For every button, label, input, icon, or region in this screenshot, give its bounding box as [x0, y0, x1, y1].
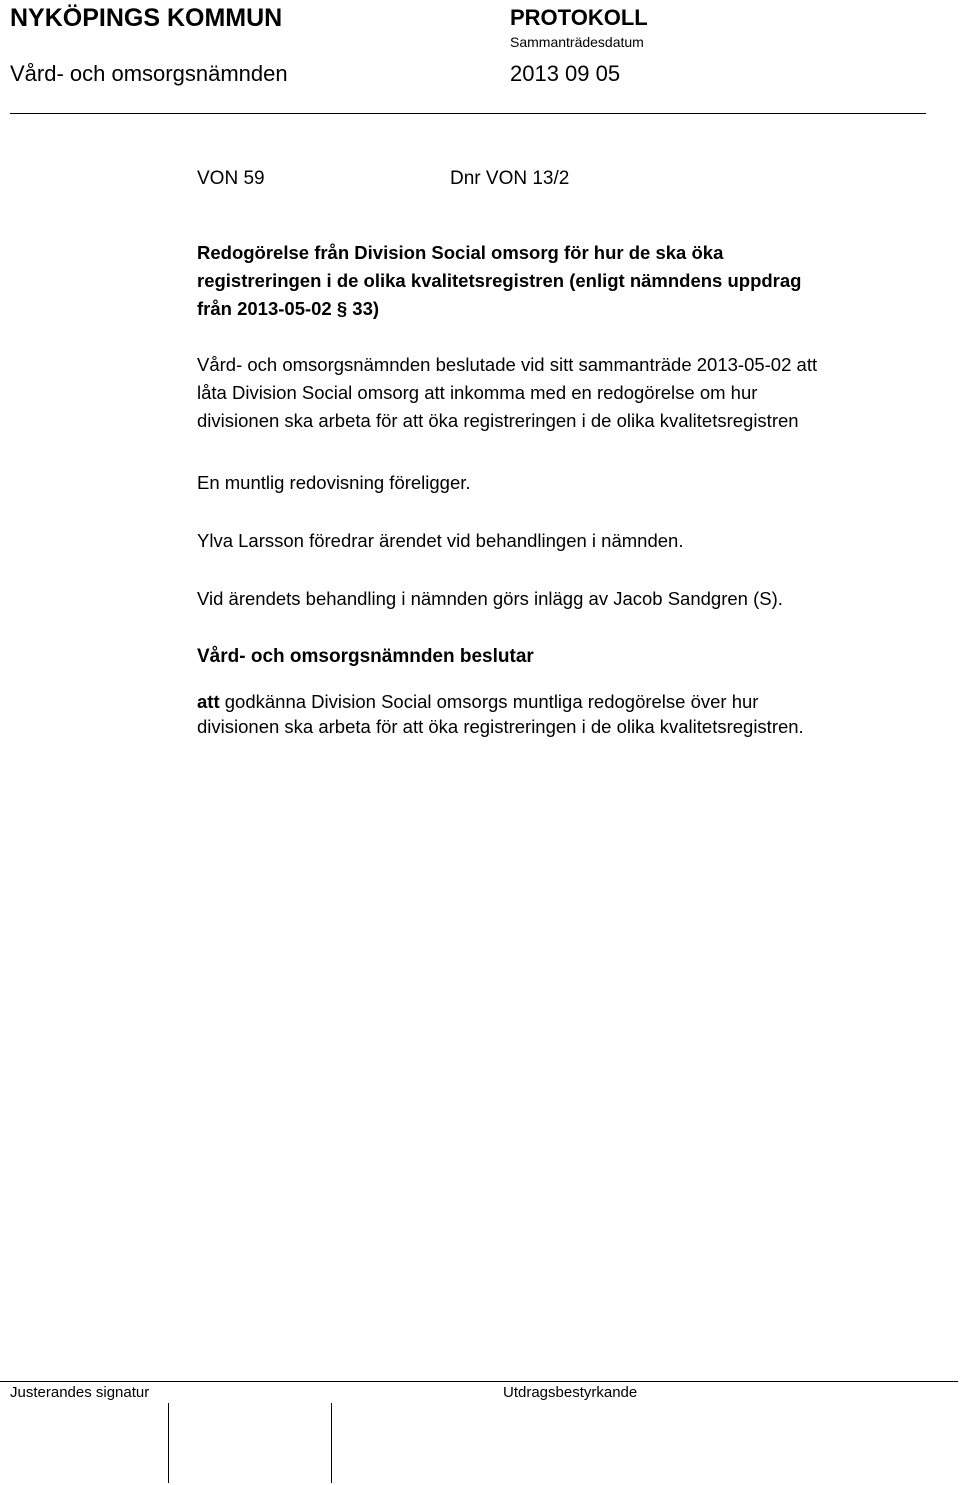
background-line-2: låta Division Social omsorg att inkomma med en redogörelse om hur — [197, 382, 758, 403]
footer-divider — [0, 1381, 958, 1382]
background-paragraph — [197, 351, 927, 435]
signature-box-divider-1 — [168, 1403, 169, 1483]
decision-keyword: att — [197, 691, 220, 712]
signature-box-divider-2 — [331, 1403, 332, 1483]
case-title — [197, 239, 917, 323]
case-title-line-3: från 2013-05-02 § 33) — [197, 298, 380, 319]
case-registration-number: Dnr VON 13/2 — [450, 168, 570, 189]
decision-line-1 — [197, 689, 927, 714]
decision-paragraph — [197, 689, 927, 739]
contribution-paragraph: Vid ärendets behandling i nämnden görs inlägg av Jacob Sandgren (S). — [197, 588, 783, 609]
oral-report-paragraph: En muntlig redovisning föreligger. — [197, 472, 471, 493]
case-title-line-2: registreringen i de olika kvalitetsregistren (enligt nämndens uppdrag — [197, 270, 802, 291]
decision-heading: Vård- och omsorgsnämnden beslutar — [197, 646, 534, 667]
header-divider — [10, 113, 926, 114]
case-number: VON 59 — [197, 168, 265, 189]
signature-label: Justerandes signatur — [10, 1384, 150, 1401]
presenter-paragraph: Ylva Larsson föredrar ärendet vid behandlingen i nämnden. — [197, 530, 684, 551]
decision-line-2: divisionen ska arbeta för att öka registreringen i de olika kvalitetsregistren. — [197, 716, 804, 737]
decision-line-1-text: godkänna Division Social omsorgs muntliga redogörelse över hur — [219, 691, 759, 712]
background-line-1: Vård- och omsorgsnämnden beslutade vid sitt sammanträde 2013-05-02 att — [197, 354, 818, 375]
background-line-3: divisionen ska arbeta för att öka registreringen i de olika kvalitetsregistren — [197, 410, 799, 431]
document-type: PROTOKOLL — [510, 5, 648, 30]
committee-name: Vård- och omsorgsnämnden — [10, 61, 288, 86]
case-title-line-1: Redogörelse från Division Social omsorg för hur de ska öka — [197, 242, 724, 263]
meeting-date-label: Sammanträdesdatum — [510, 34, 644, 50]
certification-label: Utdragsbestyrkande — [503, 1384, 638, 1401]
organization-name: NYKÖPINGS KOMMUN — [10, 4, 283, 32]
meeting-date: 2013 09 05 — [510, 61, 621, 86]
